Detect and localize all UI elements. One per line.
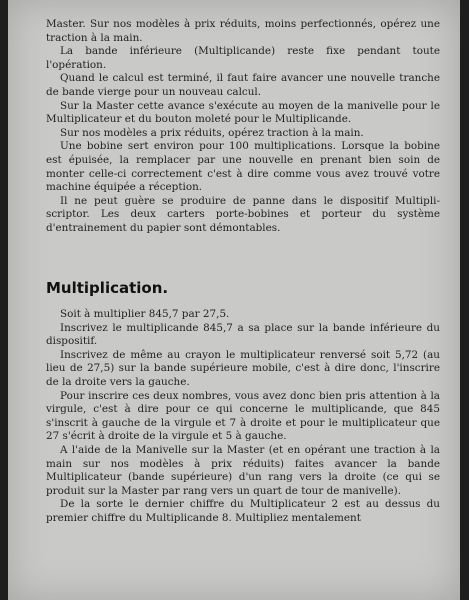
- paragraph: Sur nos modèles a prix réduits, opérez traction à la main.: [60, 126, 364, 139]
- document-page: [8, 0, 460, 600]
- section-title: Multiplication.: [46, 279, 169, 297]
- bottom-text-block: [46, 308, 440, 526]
- paragraph: Pour inscrire ces deux nombres, vous avez donc bien pris attention à la virgule, c'est à dire pour ce qui concerne le multiplicande, que 845 s'inscrit à gauche de la virgule et 7 à droite et pour le multiplicateur que 27 s'écrit à droite de la virgule et 5 à gauche.: [46, 389, 440, 443]
- paragraph: Inscrivez le multiplicande 845,7 a sa place sur la bande inférieure du dispositif.: [46, 321, 440, 348]
- paragraph: Inscrivez de même au crayon le multiplicateur renversé soit 5,72 (au lieu de 27,5) sur la bande supérieure mobile, c'est à dire donc, l'inscrire de la droite vers la gauche.: [46, 348, 440, 388]
- top-text-block: [46, 18, 440, 236]
- paragraph: La bande inférieure (Multiplicande) reste fixe pendant toute l'opération.: [46, 45, 440, 71]
- paragraph: Une bobine sert environ pour 100 multiplications. Lorsque la bobine est épuisée, la remplacer par une nouvelle en prenant bien soin de monter celle-ci correctement c'est à dire comme vous avez trouvé votre machine équipée a réception.: [46, 140, 440, 194]
- paragraph: Master. Sur nos modèles à prix réduits, moins perfectionnés, opérez une traction à la main.: [46, 18, 440, 44]
- paragraph: Sur la Master cette avance s'exécute au moyen de la manivelle pour le Multiplicateur et du bouton moleté pour le Multiplicande.: [46, 99, 440, 126]
- paragraph: A l'aide de la Manivelle sur la Master (et en opérant une traction à la main sur nos modèles à prix réduits) faites avancer la bande Multiplicateur (bande supérieure) d'un rang vers la droite (ce qui se produit sur la Master par rang vers un quart de tour de manivelle).: [46, 443, 440, 497]
- paragraph: Il ne peut guère se produire de panne dans le dispositif Multipli-scriptor. Les deux carters porte-bobines et porteur du système d'entrainement du papier sont démontables.: [46, 194, 440, 234]
- paragraph: Soit à multiplier 845,7 par 27,5.: [60, 308, 230, 320]
- paragraph: De la sorte le dernier chiffre du Multiplicateur 2 est au dessus du premier chiffre du Multiplicande 8. Multipliez mentalement: [46, 498, 440, 524]
- paragraph: Quand le calcul est terminé, il faut faire avancer une nouvelle tranche de bande vierge pour un nouveau calcul.: [46, 72, 440, 98]
